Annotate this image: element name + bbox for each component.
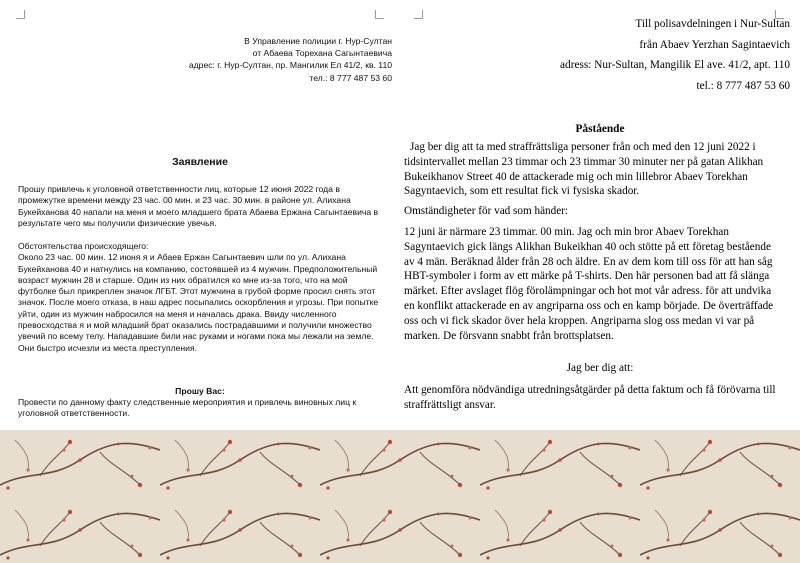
circumstances-paragraph-sv: 12 juni är närmare 23 timmar. 00 min. Jag och min bror Abaev Torekhan Sagyntaevich gick längs Alikhan Bukeikhan 40 och stötte på ett företag bestående av 4 män. Beräknad ålder från 28 och äldre. En av dem kom till oss för att han såg HBT-symboler i form av ett märke på T-shirts. Den här personen bad att få slänga märket. Efter avslaget flög förolämpningar och hot mot vår adress. för att undvika en konflikt attackerade en av angriparna oss och en kamp började. De överträffade oss och vi fick skador över hela kroppen. Angriparna slog oss medan vi var på marken. De försvann snabbt från brottsplatsen.: [404, 226, 774, 342]
header-line: адрес: г. Нур-Султан, пр. Мангилик Ел 41/2, кв. 110: [188, 60, 392, 71]
request-text-sv: Att genomföra nödvändiga utredningsåtgärder på detta faktum och få förövarna till straffrättsligt ansvar.: [404, 384, 776, 411]
header-line: adress: Nur-Sultan, Mangilik El ave. 41/2, apt. 110: [560, 59, 790, 71]
header-line: тел.: 8 777 487 53 60: [309, 72, 392, 83]
recipient-sender-block-sv: [560, 14, 790, 96]
request-heading: Прошу Вас:: [175, 386, 225, 396]
margin-corner-mark: [414, 10, 423, 19]
header-line: tel.: 8 777 487 53 60: [696, 79, 790, 92]
statement-paragraph: Прошу привлечь к уголовной ответственности лиц, которые 12 июня 2022 года в промежутке времени между 23 час. 00 мин. и 23 час. 30 мин. в районе ул. Алихана Букейханова 40 напали на меня и моего младшего брата Абаева Ержана Сагынтаевича в результате чего мы получили физические увечья.: [18, 184, 379, 228]
circumstances-paragraph: Обстоятельства происходящего: Около 23 час. 00 мин. 12 июня я и Абаев Ержан Сагынтаевич шли по ул. Алихана Букейханова 40 и натнулись на компанию, состоявшей из 4 мужчин. Предположительный возраст мужчин 28 и старше. Один из них обратился ко мне из-за того, что на мой футболке был прикреплен значок ЛГБТ. Этот мужчина в грубой форме просил снять этот значок. После моего отказа, в наш адрес посыпались оскорбления и угрозы. При попытке уйти, один из мужчин набросился на меня и началась драка. Ввиду численного превосходства я и мой младший брат оказались пострадавшими и получили множество увечий по всему телу. Нападавшие били нас руками и ногами пока мы лежали на земле. Они быстро исчезли из места преступления.: [18, 241, 379, 353]
header-line: från Abaev Yerzhan Sagintaevich: [639, 38, 790, 51]
circumstances-heading-sv: Omständigheter för vad som händer:: [404, 205, 569, 217]
margin-corner-mark: [16, 10, 25, 19]
request-heading-sv: Jag ber dig att:: [566, 362, 634, 374]
header-line: Till polisavdelningen i Nur-Sultan: [635, 18, 790, 30]
header-line: от Абаева Торехана Сагынтаевича: [252, 48, 392, 59]
cherry-blossom-branches: [0, 430, 800, 563]
statement-paragraph-sv: Jag ber dig att ta med straffrättsliga personer från och med den 12 juni 2022 i tidsintervallet mellan 23 timmar och 23 timmar 30 minuter ner på gatan Alikhan Bukeikhanov Street 40 de attackerade mig och min lillebror Abaev Torekhan Sagyntaevich, som ett resultat fick vi fysiska skador.: [404, 141, 764, 198]
russian-document-page: [0, 0, 400, 430]
blossom-pattern-background: [0, 430, 800, 563]
recipient-sender-block: [189, 35, 392, 84]
margin-corner-mark: [375, 10, 384, 19]
document-title-sv: Påstående: [575, 123, 625, 135]
request-text: Провести по данному факту следственные мероприятия и привлечь виновных лиц к уголовной ответственности.: [18, 397, 357, 419]
document-title: Заявление: [172, 156, 228, 168]
header-line: В Управление полиции г. Нур-Султан: [244, 36, 392, 46]
